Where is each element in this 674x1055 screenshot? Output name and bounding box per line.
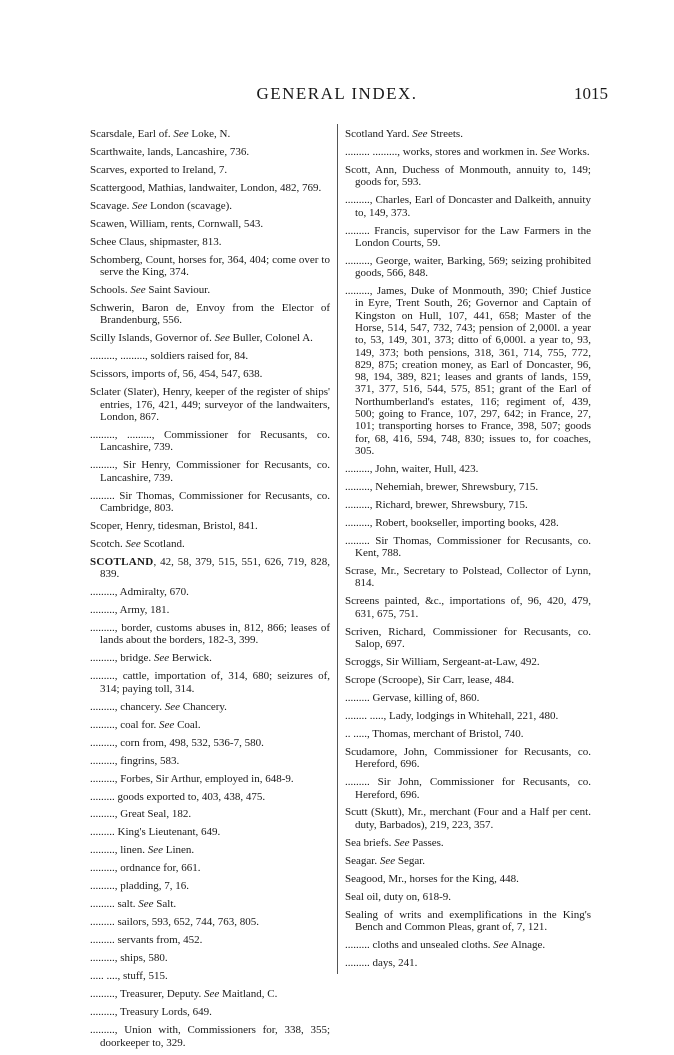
entry-text: Scoper, Henry, tidesman, Bristol, 841. (90, 519, 258, 532)
see-reference: Segar. (397, 854, 426, 867)
entry-text: ......... King's Lieutenant, 649. (90, 826, 221, 839)
entry-text: Schwerin, Baron de, Envoy from the Elector of Brandenburg, 556. (90, 302, 330, 327)
index-entry (90, 538, 330, 550)
see-reference: Salt. (156, 898, 177, 911)
entry-text: Scarves, exported to Ireland, 7. (90, 163, 228, 176)
see-label: See (147, 844, 164, 857)
index-entry (90, 652, 330, 664)
index-entry (90, 844, 330, 856)
see-reference: Works. (558, 145, 590, 158)
see-reference: Chancery. (182, 700, 227, 713)
entry-text: ........ ....., Lady, lodgings in Whitehall, 221, 480. (345, 709, 559, 722)
index-column-right (345, 128, 591, 975)
see-reference: Alnage. (510, 938, 546, 951)
see-label: See (164, 700, 180, 713)
running-title: GENERAL INDEX. (256, 84, 418, 103)
see-reference: Streets. (430, 128, 463, 140)
index-entry (345, 285, 591, 457)
see-reference: Saint Saviour. (148, 284, 211, 297)
entry-text: ........., chancery. (90, 700, 162, 713)
index-entry (345, 674, 591, 686)
index-entry (90, 182, 330, 194)
entry-text: ........., Army, 181. (90, 604, 170, 617)
entry-text: ......... Sir Thomas, Commissioner for Recusants, co. Kent, 788. (345, 534, 591, 560)
see-reference: Coal. (177, 718, 201, 731)
index-entry (345, 855, 591, 867)
see-label: See (540, 145, 556, 158)
index-entry (90, 622, 330, 647)
index-entry (90, 254, 330, 279)
see-label: See (394, 836, 410, 849)
entry-text: Schee Claus, shipmaster, 813. (90, 235, 222, 248)
see-reference: Berwick. (171, 652, 212, 665)
entry-text: Scrase, Mr., Secretary to Polstead, Collector of Lynn, 814. (345, 565, 591, 590)
index-entry (90, 520, 330, 532)
entry-text: Scotland Yard. (345, 128, 410, 140)
entry-text: ......... Sir Thomas, Commissioner for Recusants, co. Cambridge, 803. (90, 489, 330, 514)
entry-text: ......... Sir John, Commissioner for Recusants, co. Hereford, 696. (345, 776, 591, 801)
see-reference: Buller, Colonel A. (232, 332, 313, 345)
see-label: See (173, 128, 189, 140)
index-entry (345, 481, 591, 493)
entry-text: ........., bridge. (90, 652, 152, 665)
entry-text: ......... servants from, 452. (90, 934, 203, 947)
entry-text: ........., cattle, importation of, 314, 680; seizures of, 314; paying toll, 314. (90, 670, 330, 695)
entry-text: ........., Charles, Earl of Doncaster and Dalkeith, annuity to, 149, 373. (345, 194, 591, 219)
index-entry (345, 776, 591, 801)
index-entry (345, 806, 591, 831)
entry-text: .. ....., Thomas, merchant of Bristol, 740. (345, 727, 524, 740)
see-label: See (493, 938, 509, 951)
see-label: See (153, 652, 170, 665)
entry-text: ........., Richard, brewer, Shrewsbury, 715. (345, 498, 528, 511)
index-entry (345, 565, 591, 590)
entry-text: ......... goods exported to, 403, 438, 475. (90, 790, 266, 803)
index-entry (345, 909, 591, 934)
entry-text: ........., Treasury Lords, 649. (90, 1006, 212, 1019)
page-header (0, 84, 674, 108)
entry-text: ........., Great Seal, 182. (90, 808, 192, 821)
entry-text: Scott, Ann, Duchess of Monmouth, annuity to, 149; goods for, 593. (345, 163, 591, 189)
index-entry (90, 916, 330, 928)
index-entry (345, 146, 591, 158)
entry-text: Scarthwaite, lands, Lancashire, 736. (90, 145, 250, 158)
entry-text: Scroggs, Sir William, Sergeant-at-Law, 492. (345, 656, 540, 668)
index-entry (345, 873, 591, 885)
entry-text: ......... Francis, supervisor for the Law Farmers in the London Courts, 59. (345, 224, 591, 249)
index-entry (90, 952, 330, 964)
entry-text: ......... sailors, 593, 652, 744, 763, 805. (90, 916, 259, 929)
index-entry (90, 808, 330, 820)
entry-text: ........., ships, 580. (90, 952, 168, 965)
entry-text: ......... Gervase, killing of, 860. (345, 691, 480, 704)
index-entry (90, 236, 330, 248)
index-column-left (90, 128, 330, 1055)
index-entry (345, 128, 591, 140)
index-entry (90, 368, 330, 380)
entry-text: Schools. (90, 284, 128, 297)
entry-text: ........., John, waiter, Hull, 423. (345, 462, 479, 475)
index-entry (90, 429, 330, 454)
see-reference: Loke, N. (191, 128, 231, 140)
index-entry (90, 791, 330, 803)
entry-text: ........., Nehemiah, brewer, Shrewsbury, 715. (345, 480, 539, 493)
index-entry (345, 891, 591, 903)
index-entry (90, 988, 330, 1000)
entry-text: SCOTLAND, 42, 58, 379, 515, 551, 626, 719, 828, 839. (90, 555, 330, 581)
index-entry (90, 755, 330, 767)
entry-text: ........., border, customs abuses in, 812, 866; leases of lands about the borders, 182-3, 399. (90, 622, 330, 647)
index-entry (345, 194, 591, 219)
see-label: See (132, 199, 148, 212)
entry-text: ........., Sir Henry, Commissioner for Recusants, co. Lancashire, 739. (90, 459, 330, 484)
index-entry (345, 626, 591, 651)
see-label: See (379, 854, 396, 867)
see-label: See (412, 128, 428, 140)
index-entry (345, 595, 591, 620)
index-entry (90, 1024, 330, 1049)
entry-text: ......... days, 241. (345, 956, 418, 969)
entry-text: Schomberg, Count, horses for, 364, 404; come over to serve the King, 374. (90, 253, 330, 279)
index-entry (345, 837, 591, 849)
entry-text: ......... cloths and unsealed cloths. (345, 938, 491, 951)
entry-text: ........., Treasurer, Deputy. (90, 988, 202, 1001)
index-entry (90, 604, 330, 616)
index-entry (345, 728, 591, 740)
entry-text: ......... ........., works, stores and workmen in. (345, 145, 538, 158)
index-entry (90, 332, 330, 344)
entry-text: Seagar. (345, 854, 378, 867)
entry-text: Scilly Islands, Governor of. (90, 332, 212, 345)
entry-text: Scriven, Richard, Commissioner for Recusants, co. Salop, 697. (345, 625, 591, 651)
see-label: See (130, 284, 146, 297)
index-entry (90, 284, 330, 296)
entry-text: Sealing of writs and exemplifications in the King's Bench and Common Pleas, grant of, 7, 121. (345, 908, 591, 933)
entry-text: Scavage. (90, 199, 130, 212)
index-entry (90, 880, 330, 892)
entry-text: Scutt (Skutt), Mr., merchant (Four and a Half per cent. duty, Barbados), 219, 223, 357. (345, 806, 591, 831)
index-entry (90, 302, 330, 327)
entry-text: ..... ...., stuff, 515. (90, 970, 168, 983)
entry-text: ........., ........., Commissioner for Recusants, co. Lancashire, 739. (90, 428, 330, 454)
index-entry (345, 710, 591, 722)
entry-text: ........., fingrins, 583. (90, 754, 180, 767)
entry-text: ......... salt. (90, 898, 136, 911)
entry-text: ........., linen. (90, 844, 145, 857)
page-number: 1015 (574, 84, 608, 103)
see-label: See (204, 988, 220, 1001)
see-label: See (138, 898, 154, 911)
index-entry (345, 517, 591, 529)
entry-text: Scissors, imports of, 56, 454, 547, 638. (90, 368, 263, 381)
entry-text: ........., ordnance for, 661. (90, 862, 201, 875)
see-reference: Scotland. (143, 537, 185, 550)
see-label: See (125, 537, 141, 550)
see-label: See (214, 332, 230, 345)
entry-text: Scotch. (90, 537, 123, 550)
entry-text: Screens painted, &c., importations of, 96, 420, 479, 631, 675, 751. (345, 595, 591, 620)
index-entry (90, 1006, 330, 1018)
index-entry (90, 556, 330, 581)
index-entry (345, 499, 591, 511)
index-entry (345, 957, 591, 969)
index-entry (90, 934, 330, 946)
index-entry (90, 773, 330, 785)
index-entry (90, 826, 330, 838)
index-entry (90, 701, 330, 713)
entry-text: ........., pladding, 7, 16. (90, 880, 189, 893)
entry-text: ........., George, waiter, Barking, 569; seizing prohibited goods, 566, 848. (345, 254, 591, 280)
see-reference: Maitland, C. (222, 988, 278, 1001)
index-entry (90, 719, 330, 731)
entry-text: ........., Union with, Commissioners for, 338, 355; doorkeeper to, 329. (90, 1024, 330, 1049)
index-entry (345, 463, 591, 475)
see-label: See (159, 718, 175, 731)
entry-text: ........., Robert, bookseller, importing books, 428. (345, 516, 559, 529)
entry-text: ........., coal for. (90, 718, 157, 731)
entry-text: Scawen, William, rents, Cornwall, 543. (90, 217, 264, 230)
column-divider (337, 124, 338, 974)
entry-text: Seal oil, duty on, 618-9. (345, 890, 452, 903)
index-entry (90, 862, 330, 874)
entry-text: Scrope (Scroope), Sir Carr, lease, 484. (345, 673, 515, 686)
entry-text: Scattergood, Mathias, landwaiter, London, 482, 769. (90, 181, 322, 194)
index-entry (90, 737, 330, 749)
entry-text: Scarsdale, Earl of. (90, 128, 171, 140)
index-entry (345, 535, 591, 560)
entry-text: Sclater (Slater), Henry, keeper of the register of ships' entries, 176, 421, 449; surveyor of the landwaiters, London, 867. (90, 386, 330, 423)
index-entry (90, 128, 330, 140)
see-reference: London (scavage). (150, 199, 233, 212)
index-entry (345, 164, 591, 189)
index-entry (345, 225, 591, 250)
index-entry (90, 670, 330, 695)
entry-text: ........., ........., soldiers raised for, 84. (90, 350, 249, 363)
see-reference: Linen. (165, 844, 195, 857)
index-entry (90, 586, 330, 598)
index-entry (90, 218, 330, 230)
index-entry (90, 200, 330, 212)
entry-text: Scudamore, John, Commissioner for Recusants, co. Hereford, 696. (345, 745, 591, 771)
entry-text: ........., Admiralty, 670. (90, 586, 189, 599)
index-entry (90, 164, 330, 176)
index-entry (345, 255, 591, 280)
index-entry (345, 746, 591, 771)
entry-text: ........., Forbes, Sir Arthur, employed in, 648-9. (90, 772, 294, 785)
index-entry (90, 459, 330, 484)
index-entry (90, 146, 330, 158)
index-entry (90, 490, 330, 515)
index-entry (90, 898, 330, 910)
index-entry (90, 970, 330, 982)
see-reference: Passes. (412, 836, 444, 849)
index-entry (345, 656, 591, 668)
index-entry (90, 386, 330, 423)
index-entry (345, 939, 591, 951)
entry-text: ........., James, Duke of Monmouth, 390; Chief Justice in Eyre, Trent South, 26; Governor and Captain of Kingston on Hull, 107, 441, 658; Master of the Horse, 514, 547, 732, 743; pension of 2,000l. a year to, 53, 149, 301, 373; ditto of 6,000l. a year to, 93, 149, 373; both pensions, 318, 361, 714, 755, 772, 829, 875; creation money, as Earl of Doncaster, 96, 98, 194, 389, 821; leases and grants of lands, 159, 371, 377, 516, 544, 575, 851; grant of the Earl of Northumberland's estates, 116; regiment of, 439, 500; going to France, 107, 297, 642; in France, 27, 101; transporting horses to France, 398, 507; goods for, 68, 416, 594, 748, 830; issues to, for coaches, 305. (345, 285, 591, 457)
entry-text: Sea briefs. (345, 836, 392, 849)
index-entry (345, 692, 591, 704)
entry-text: Seagood, Mr., horses for the King, 448. (345, 872, 519, 885)
entry-text: ........., corn from, 498, 532, 536-7, 580. (90, 736, 264, 749)
index-entry (90, 350, 330, 362)
